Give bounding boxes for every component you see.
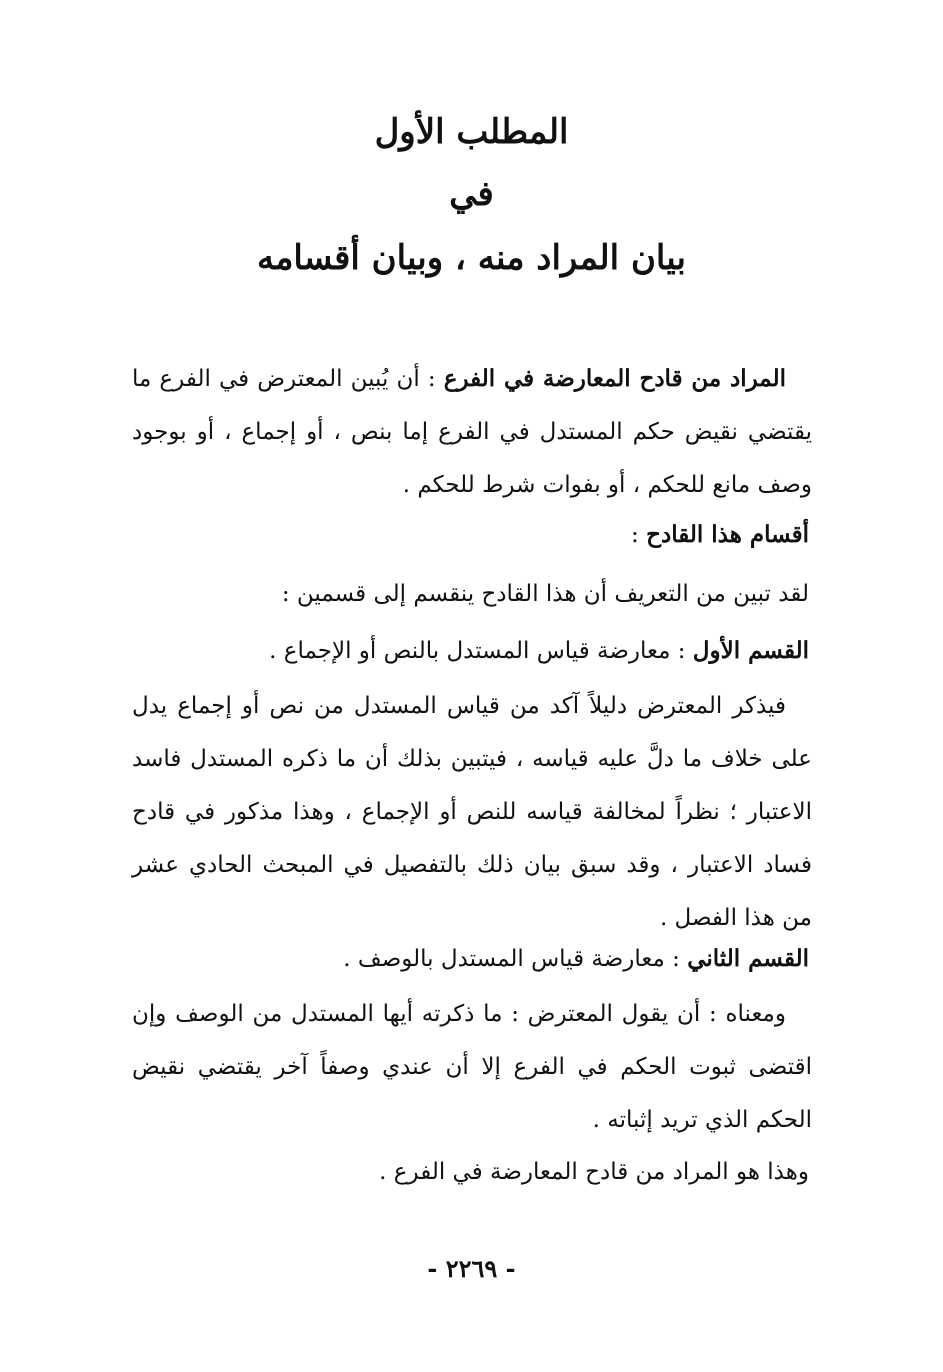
section-subtitle: بيان المراد منه ، وبيان أقسامه	[256, 238, 687, 278]
definition-text: : أن يُبين المعترض في الفرع ما يقتضي نقيض حكم المستدل في الفرع إما بنص ، أو إجماع ، أو بوجود وصف مانع للحكم ، أو بفوات شرط للحكم .	[132, 366, 812, 498]
second-division-text: : معارضة قياس المستدل بالوصف .	[343, 946, 688, 972]
section-title-connector: في	[449, 174, 494, 214]
second-division-label: القسم الثاني	[687, 945, 809, 972]
first-division	[130, 624, 835, 678]
second-division	[130, 932, 835, 986]
divisions-heading	[130, 508, 835, 562]
definition-term: المراد من قادح المعارضة في الفرع	[443, 365, 786, 392]
definition-paragraph	[132, 352, 812, 512]
section-title: المطلب الأول	[374, 112, 569, 152]
page-number: - ٢٢٦٩ -	[427, 1254, 516, 1283]
first-division-label: القسم الأول	[692, 637, 809, 664]
conclusion-paragraph: وهذا هو المراد من قادح المعارضة في الفرع .	[379, 1159, 809, 1185]
divisions-heading-colon: :	[631, 522, 647, 548]
first-division-explanation: فيذكر المعترض دليلاً آكد من قياس المستدل من نص أو إجماع يدل على خلاف ما دلَّ عليه قياسه ، فيتبين بذلك أن ما ذكره المستدل فاسد الاعتبار ؛ نظراً لمخالفة قياسه للنص أو الإجماع ، وهذا مذكور في قادح فساد الاعتبار ، وقد سبق بيان ذلك بالتفصيل في المبحث الحادي عشر من هذا الفصل .	[132, 693, 812, 931]
divisions-intro: لقد تبين من التعريف أن هذا القادح ينقسم إلى قسمين :	[281, 581, 809, 607]
second-division-explanation: ومعناه : أن يقول المعترض : ما ذكرته أيها المستدل من الوصف وإن اقتضى ثبوت الحكم في الفرع إلا أن عندي وصفاً آخر يقتضي نقيض الحكم الذي تريد إثباته .	[132, 1001, 812, 1133]
first-division-text: : معارضة قياس المستدل بالنص أو الإجماع .	[269, 638, 693, 664]
divisions-heading-label: أقسام هذا القادح	[646, 521, 809, 548]
